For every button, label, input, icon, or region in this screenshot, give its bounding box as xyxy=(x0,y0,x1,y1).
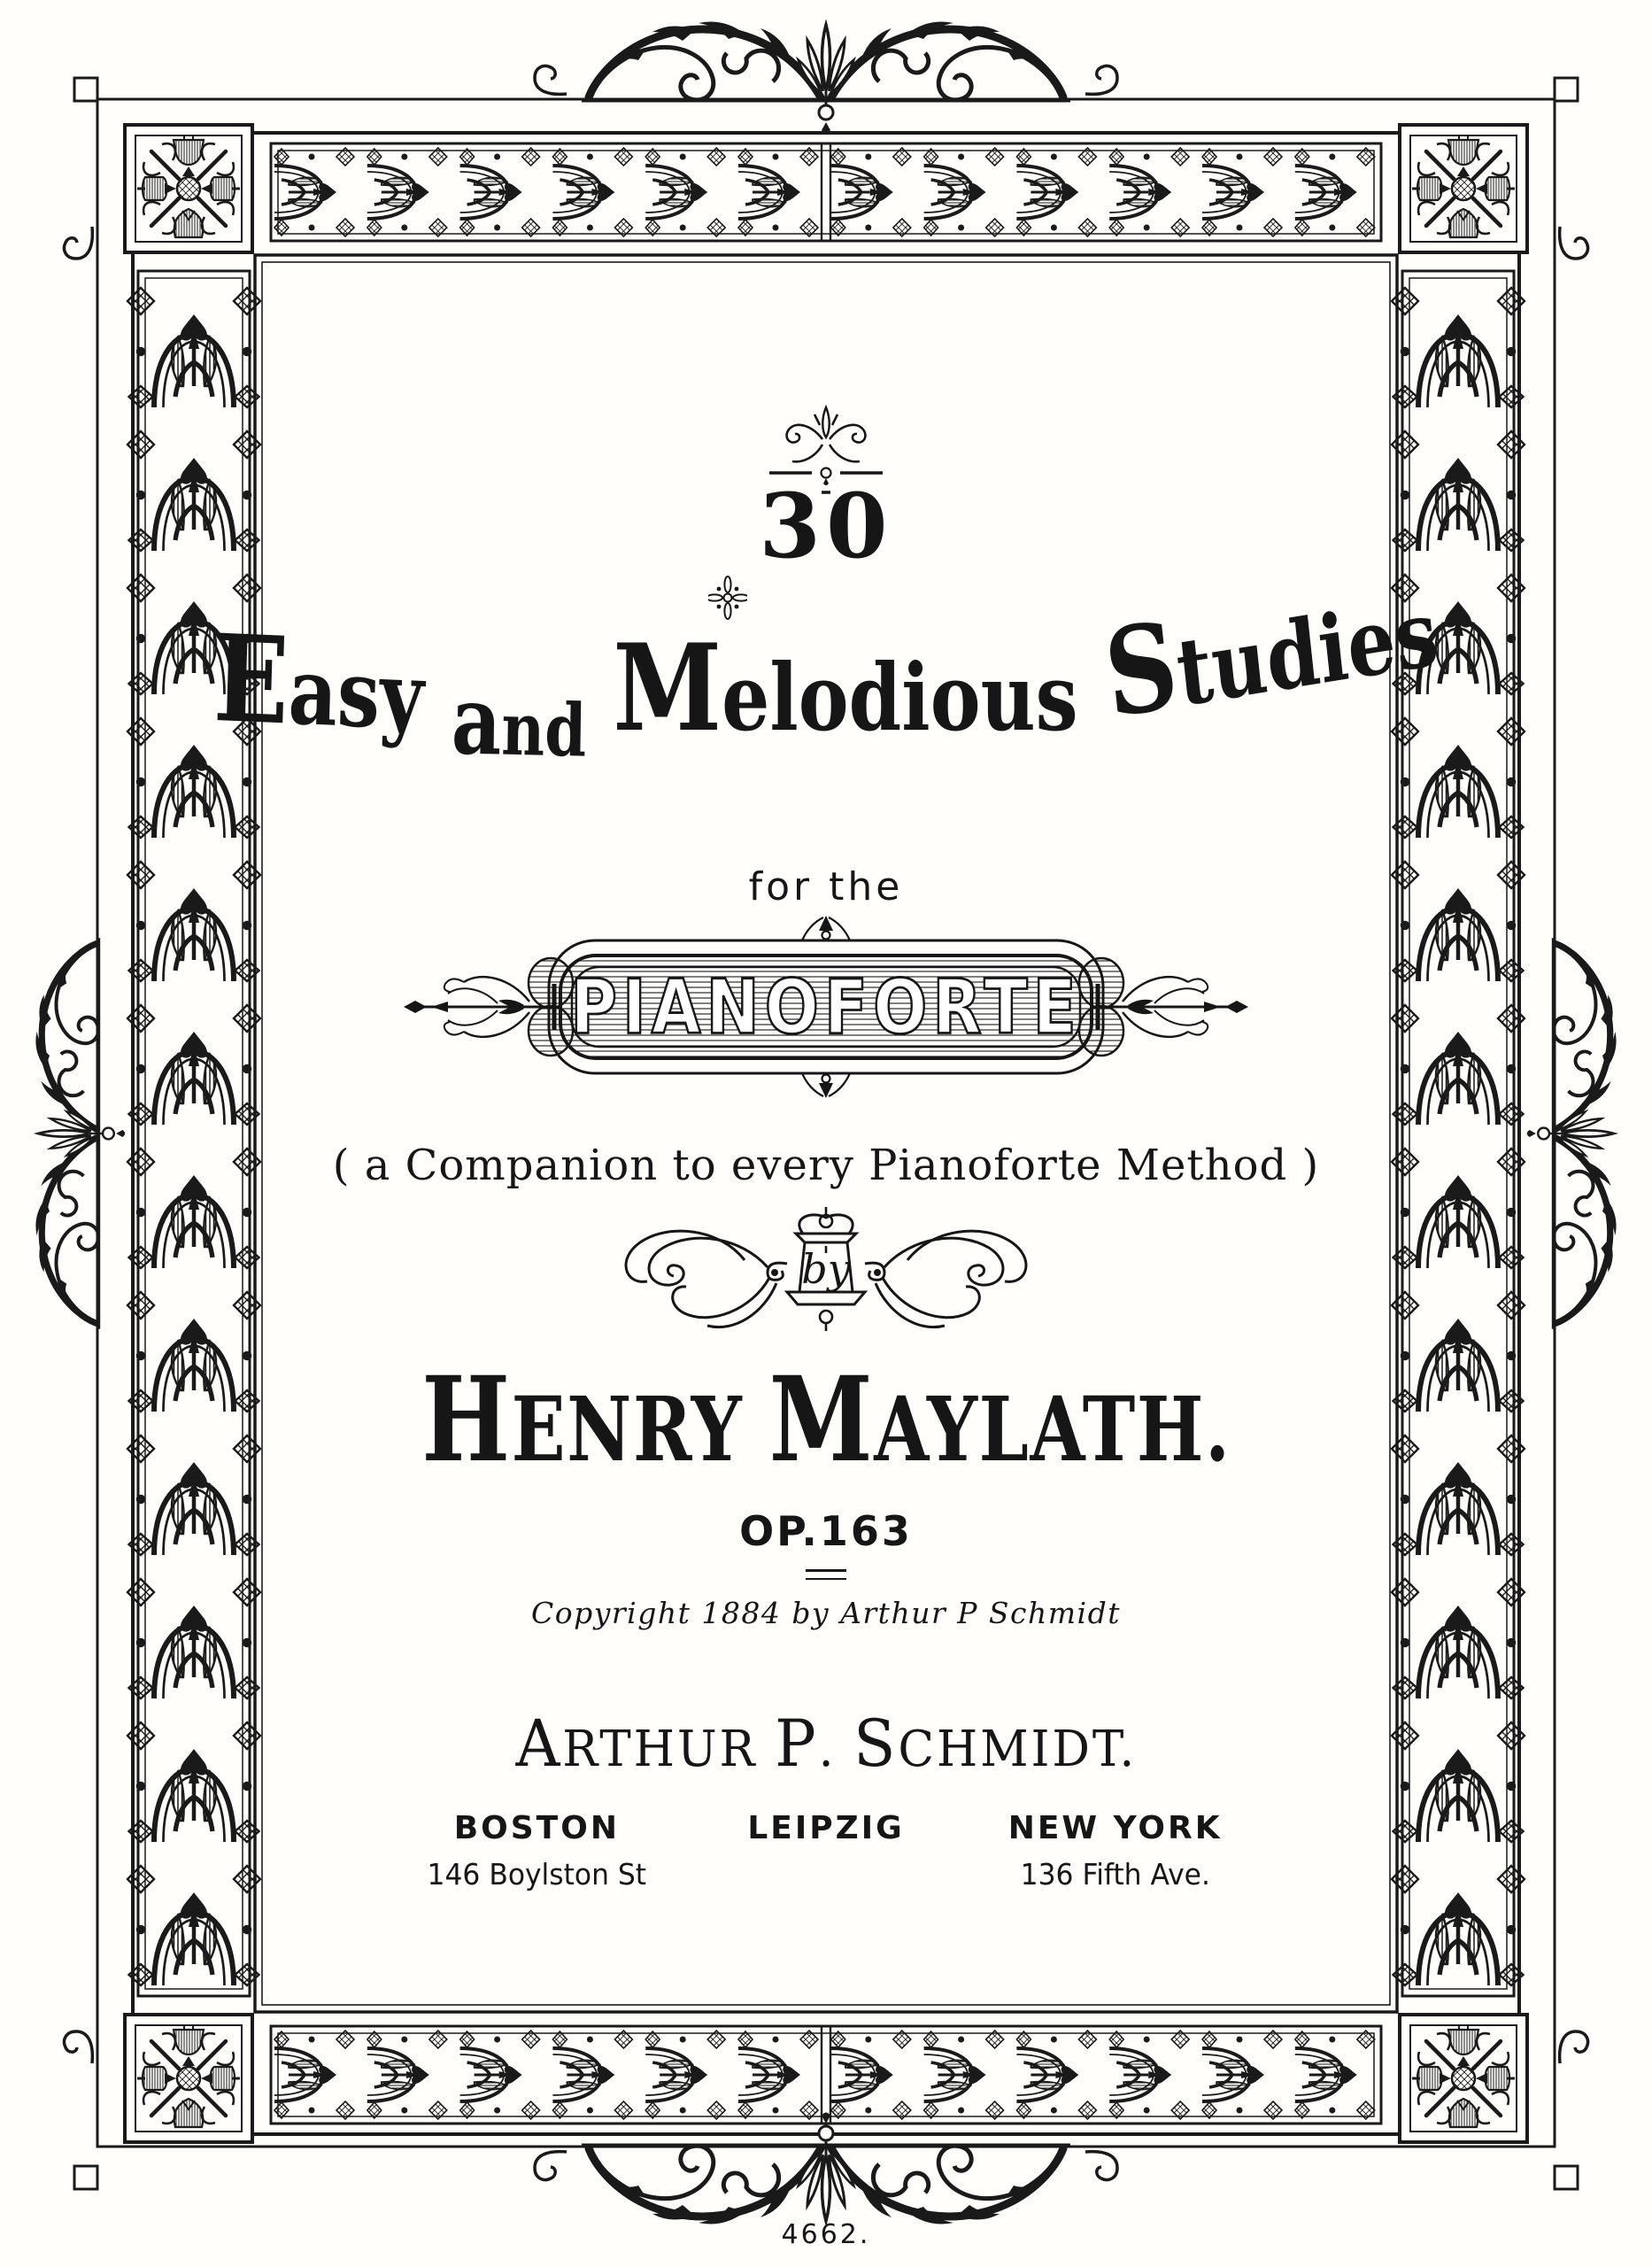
opus-underline-rule xyxy=(806,1569,846,1580)
publisher-initial: P xyxy=(774,1706,819,1782)
city-label: NEW YORK xyxy=(1007,1810,1223,1846)
corner-rosette-top-left xyxy=(125,125,252,252)
address-label: 136 Fifth Ave. xyxy=(1020,1857,1210,1892)
left-crest-ornament xyxy=(35,938,125,1329)
title-word: Easy xyxy=(212,607,426,752)
city-label: BOSTON xyxy=(453,1810,620,1846)
flower-asterisk-icon xyxy=(708,572,747,623)
bottom-crest-ornament xyxy=(582,2113,1070,2224)
publisher-initial: A xyxy=(515,1706,562,1782)
corner-rosette-top-right xyxy=(1400,125,1527,252)
subtitle: ( a Companion to every Pianoforte Method ) xyxy=(332,1141,1320,1190)
publisher-rest: RTHUR xyxy=(561,1721,758,1778)
composer-rest: ENRY xyxy=(511,1377,743,1482)
city-label: LEIPZIG xyxy=(747,1810,905,1846)
title-word: Melodious xyxy=(613,617,1078,758)
location-boston xyxy=(392,1810,682,1892)
publisher-name xyxy=(0,1706,1652,1782)
copyright-line: Copyright 1884 by Arthur P Schmidt xyxy=(531,1596,1121,1630)
composer-initial: M xyxy=(768,1351,874,1489)
plate-number: 4662. xyxy=(781,2219,871,2250)
location-leipzig xyxy=(682,1810,971,1892)
corner-rosette-bottom-left xyxy=(125,2015,252,2142)
location-new-york xyxy=(970,1810,1260,1892)
publisher-locations xyxy=(392,1810,1260,1892)
opus-number: OP.163 xyxy=(739,1507,913,1555)
composer-rest: AYLATH. xyxy=(873,1377,1231,1482)
by-scroll-ornament xyxy=(578,1203,1074,1335)
composer-name xyxy=(0,1351,1652,1489)
publisher-rest: . xyxy=(818,1721,837,1778)
address-label: 146 Boylston St xyxy=(427,1857,647,1892)
border-band-top xyxy=(274,148,1375,236)
right-crest-ornament xyxy=(1527,938,1617,1329)
instrument-label: PIANOFORTE xyxy=(570,963,1082,1051)
title-word: Studies xyxy=(1099,577,1444,746)
for-the-label: for the xyxy=(748,864,904,909)
title-word: and xyxy=(450,665,587,778)
by-label: by xyxy=(801,1245,851,1293)
main-title xyxy=(0,577,1652,778)
border-band-bottom xyxy=(274,2031,1375,2119)
top-crest-ornament xyxy=(582,22,1070,134)
pianoforte-cartouche xyxy=(388,905,1264,1109)
composer-initial: H xyxy=(421,1351,512,1489)
publisher-rest: CHMIDT. xyxy=(898,1721,1137,1778)
corner-rosette-bottom-right xyxy=(1400,2015,1527,2142)
publisher-initial: S xyxy=(853,1706,899,1782)
opus-count-number: 30 xyxy=(759,474,893,578)
